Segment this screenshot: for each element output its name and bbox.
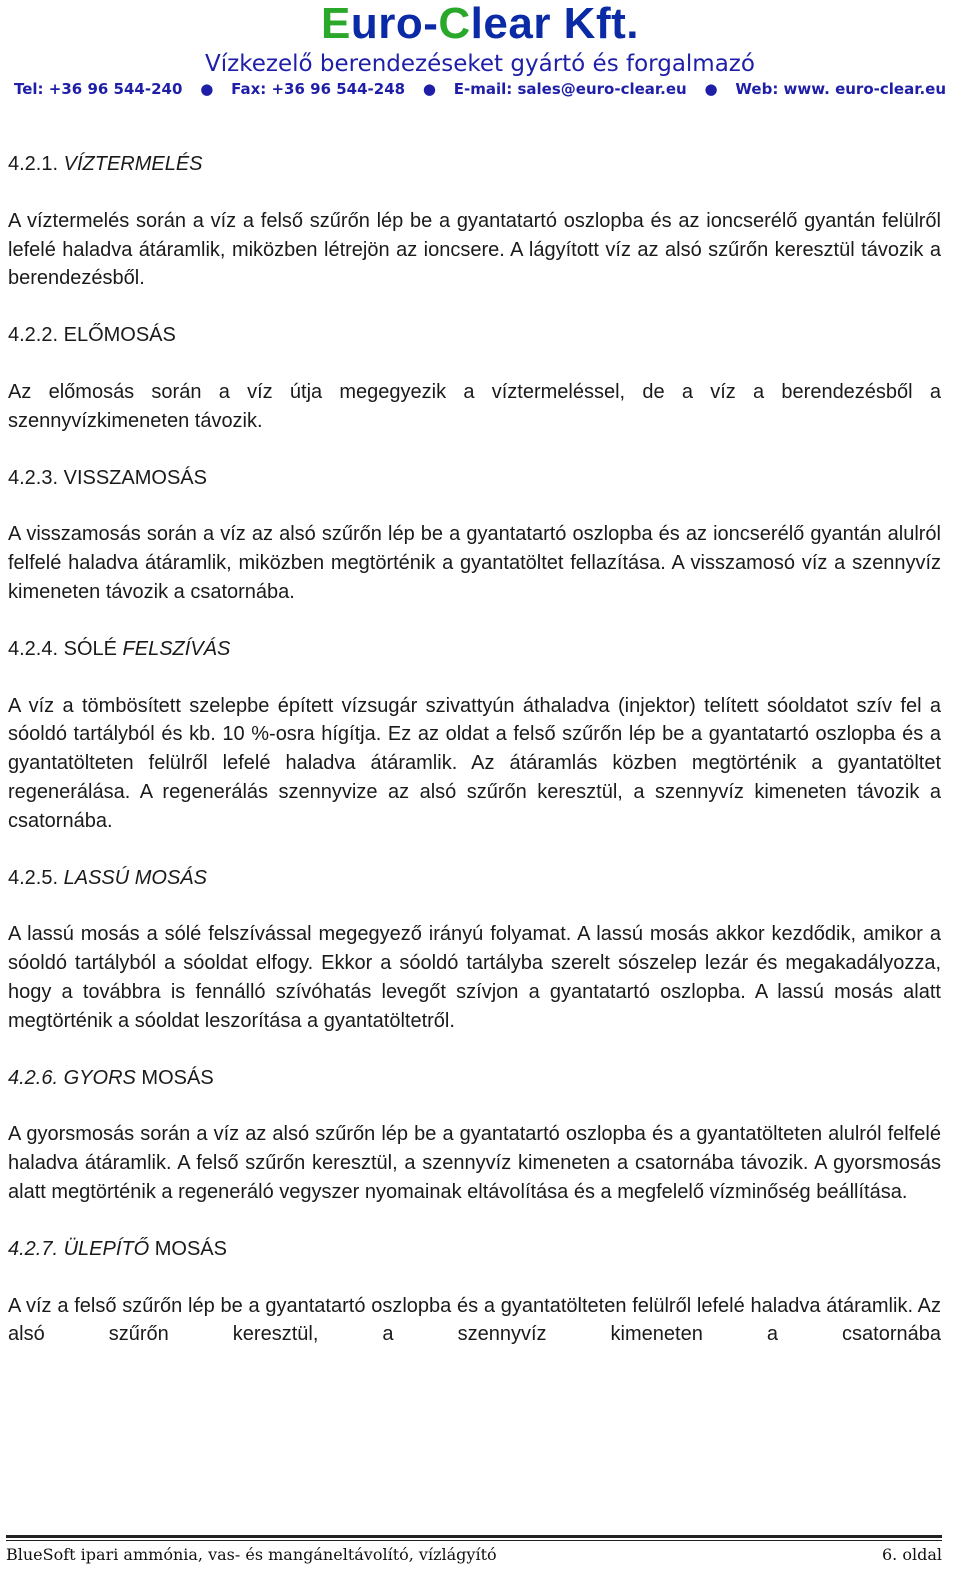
section-text: A víztermelés során a víz a felső szűrőn lép be a gyantatartó oszlopba és az ioncserélő gyantán felülről lefelé haladva átáramlik, miközben létrejön az ioncsere. A lágyított víz az alsó szűrőn keresztül távozik a berendezésből. bbox=[8, 209, 941, 290]
section-heading bbox=[8, 864, 941, 893]
section-text: A lassú mosás a sólé felszívással megegyező irányú folyamat. A lassú mosás akkor kezdődik, amikor a sóoldó tartályból a sóoldat elfogy. Ekkor a sóoldó tartályba szerelt sószelep lezár és megakadályozza, hogy a továbbra is fennálló szívóhatás levegőt szívjon a gyantatartó oszlopba. A lassú mosás alatt megtörténik a sóoldat leszorítása a gyantatöltetről. bbox=[8, 923, 941, 1032]
page-footer bbox=[6, 1535, 942, 1565]
section-title: GYORS MOSÁS bbox=[63, 1066, 214, 1089]
section-text: A víz a tömbösített szelepbe épített vízsugár szivattyún áthaladva (injektor) telített sóoldatot szív fel a sóoldó tartályból és kb. 10 %-osra hígítja. Ez az oldat a felső szűrőn lép be a gyantatartó oszlopba és a gyantatölteten felülről lefelé haladva átáramlik. Az átáramlás közben megtörténik a gyantatöltet regenerálása. A regenerálás szennyvize az alsó szűrőn keresztül, a szennyvíz kimeneten távozik a csatornába. bbox=[8, 694, 941, 832]
phone-number: Tel: +36 96 544-240 bbox=[14, 80, 183, 98]
page-header bbox=[0, 0, 960, 110]
section-text: A visszamosás során a víz az alsó szűrőn lép be a gyantatartó oszlopba és az ioncserélő gyantán alulról felfelé haladva átáramlik, miközben megtörténik a gyantatöltet fellazítása. A visszamosó víz a szennyvíz kimeneten távozik a csatornába. bbox=[8, 523, 941, 603]
section-number: 4.2.3. bbox=[8, 466, 59, 489]
section-text: Az előmosás során a víz útja megegyezik a víztermeléssel, de a víz a berendezésből a szennyvízkimeneten távozik. bbox=[8, 380, 941, 432]
section-title: VÍZTERMELÉS bbox=[63, 153, 203, 175]
section-heading bbox=[8, 635, 941, 664]
fax-number: Fax: +36 96 544-248 bbox=[231, 80, 406, 98]
footer-title: BlueSoft ipari ammónia, vas- és mangáneltávolító, vízlágyító bbox=[6, 1545, 497, 1564]
section-heading bbox=[8, 321, 941, 350]
section-title: SÓLÉ FELSZÍVÁS bbox=[63, 637, 231, 660]
section-number: 4.2.2. bbox=[8, 324, 59, 347]
section-text: A gyorsmosás során a víz az alsó szűrőn lép be a gyantatartó oszlopba és a gyantatölteten alulról felfelé haladva átáramlik. A felső szűrőn keresztül, a szennyvíz kimeneten a csatornába távozik. A gyorsmosás alatt megtörténik a regeneráló vegyszer nyomainak eltávolítása és a megfelelő vízminőség beállítása. bbox=[8, 1123, 941, 1203]
section-heading bbox=[8, 464, 941, 493]
page-number: 6. oldal bbox=[882, 1545, 942, 1564]
section-heading bbox=[8, 1235, 941, 1264]
section-heading bbox=[8, 150, 941, 179]
section-title: ELŐMOSÁS bbox=[63, 324, 176, 347]
company-logo: Euro-Clear Kft. bbox=[321, 0, 639, 48]
bullet-icon: ● bbox=[422, 80, 436, 98]
section-number: 4.2.1. bbox=[8, 153, 59, 175]
bullet-icon: ● bbox=[200, 80, 214, 98]
section-title: LASSÚ MOSÁS bbox=[63, 866, 207, 889]
section-number: 4.2.6. bbox=[8, 1066, 59, 1089]
document-body bbox=[8, 150, 941, 1377]
email-address: E-mail: sales@euro-clear.eu bbox=[453, 80, 687, 98]
section-title: ÜLEPÍTŐ MOSÁS bbox=[63, 1237, 227, 1260]
section-title: VISSZAMOSÁS bbox=[63, 466, 207, 489]
company-tagline: Vízkezelő berendezéseket gyártó és forgalmazó bbox=[205, 51, 755, 77]
section-text: A víz a felső szűrőn lép be a gyantatartó oszlopba és a gyantatölteten felülről lefelé haladva átáramlik. Az alsó szűrőn keresztül, a szennyvíz kimeneten a csatornába bbox=[8, 1294, 941, 1346]
contact-line bbox=[14, 79, 946, 99]
bullet-icon: ● bbox=[704, 80, 718, 98]
section-number: 4.2.7. bbox=[8, 1237, 59, 1260]
web-address: Web: www. euro-clear.eu bbox=[735, 80, 946, 98]
section-heading bbox=[8, 1064, 941, 1093]
section-number: 4.2.5. bbox=[8, 866, 59, 889]
section-number: 4.2.4. bbox=[8, 637, 59, 660]
